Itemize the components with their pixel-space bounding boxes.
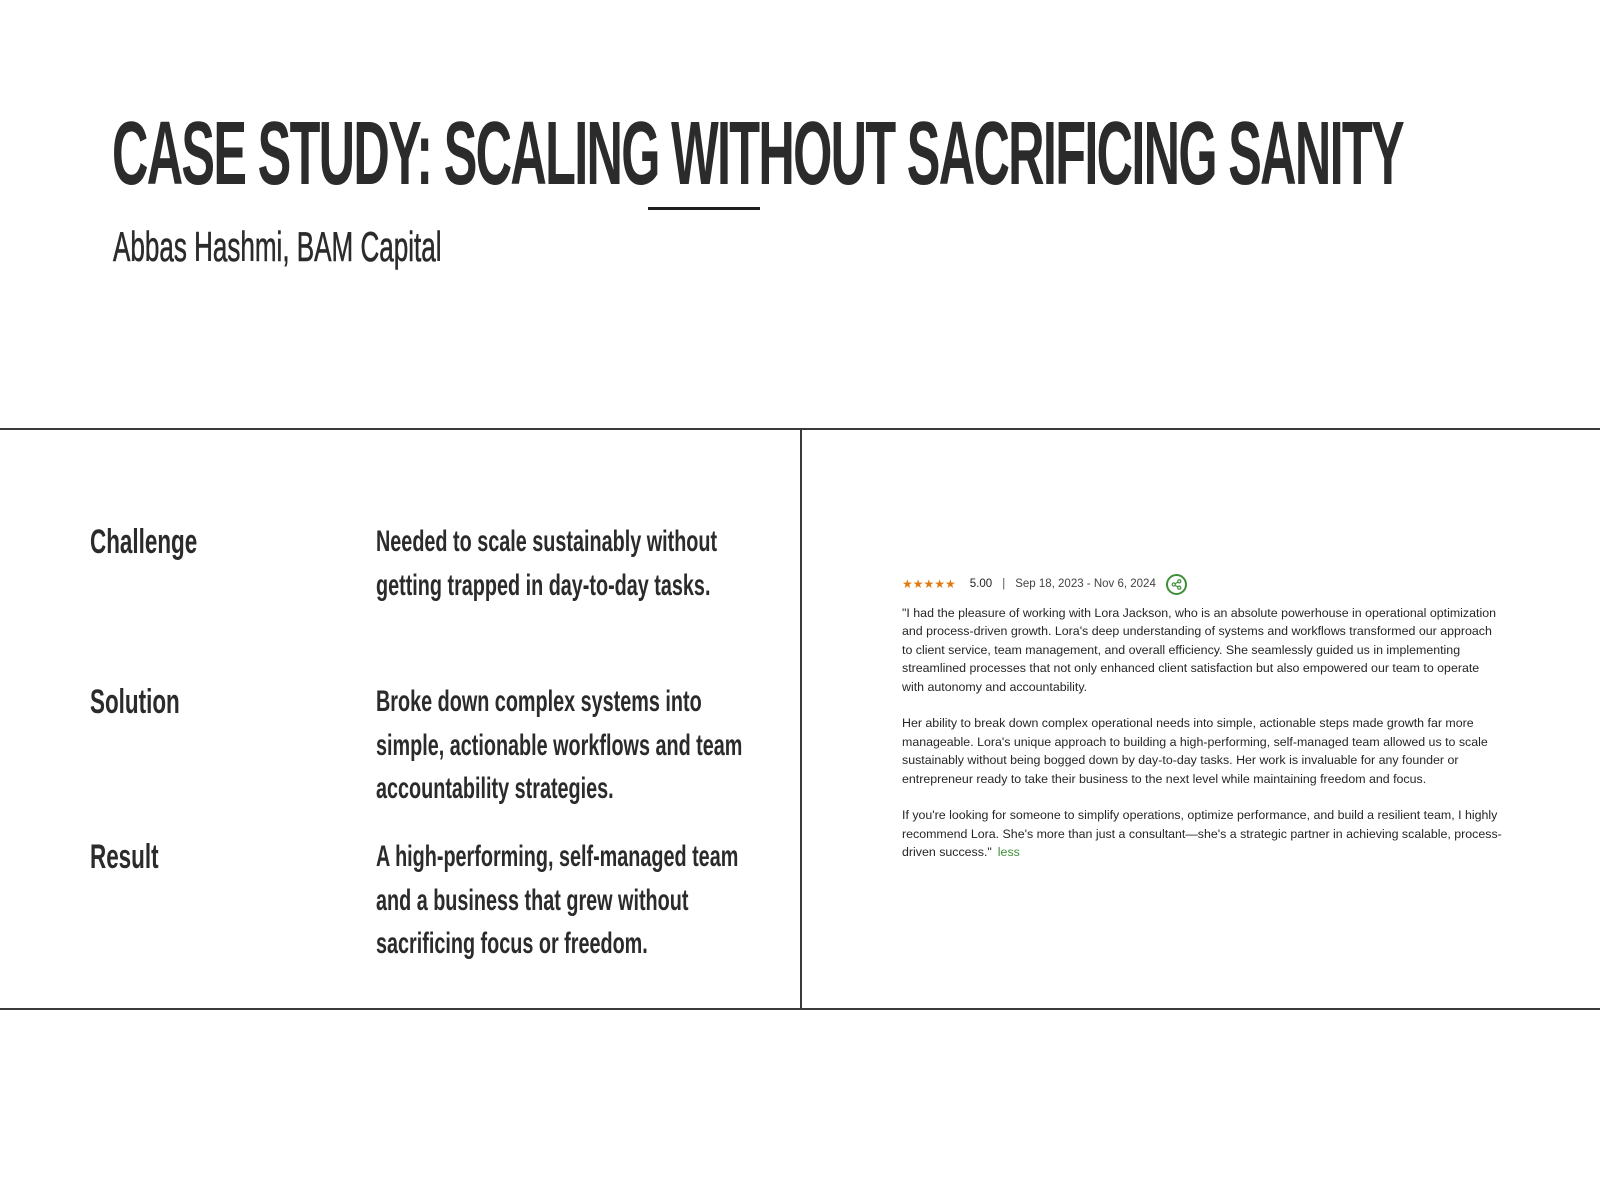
solution-label: Solution [90, 683, 180, 721]
review-text [902, 604, 1502, 862]
review-meta [902, 570, 1502, 598]
meta-separator: | [1002, 578, 1006, 590]
page-subtitle: Abbas Hashmi, BAM Capital [113, 223, 442, 270]
solution-text: Broke down complex systems into simple, actionable workflows and team accountability strategies. [376, 685, 743, 805]
review-paragraph: Her ability to break down complex operational needs into simple, actionable steps made growth far more manageable. Lora's unique approach to building a high-performing, self-managed team allowed us to scale sustainably without being bogged down by day-to-day tasks. Her work is invaluable for any founder or entrepreneur ready to take their business to the next level while maintaining freedom and focus. [902, 716, 1488, 786]
rating-value: 5.00 [969, 578, 993, 590]
page-title: CASE STUDY: SCALING WITHOUT SACRIFICING SANITY [112, 104, 1403, 204]
review-paragraph-last [902, 806, 1502, 861]
challenge-text: Needed to scale sustainably without getting trapped in day-to-day tasks. [376, 525, 718, 602]
result-text: A high-performing, self-managed team and a business that grew without sacrificing focus or freedom. [376, 840, 739, 960]
share-button[interactable] [1166, 574, 1187, 595]
share-icon [1171, 579, 1182, 590]
challenge-label: Challenge [90, 523, 198, 561]
table-column-divider [800, 428, 802, 1010]
star-rating-icons: ★★★★★ [902, 577, 956, 591]
table-bottom-rule [0, 1008, 1600, 1010]
result-label: Result [90, 838, 159, 876]
client-review-card [902, 570, 1502, 880]
show-less-link[interactable]: less [997, 845, 1020, 860]
title-underline [648, 207, 760, 210]
review-paragraph: "I had the pleasure of working with Lora Jackson, who is an absolute powerhouse in operational optimization and process-driven growth. Lora's deep understanding of systems and workflows transformed our approach to client service, team management, and overall efficiency. She seamlessly guided us in implementing streamlined processes that not only enhanced client satisfaction but also empowered our team to operate with autonomy and accountability. [902, 606, 1496, 694]
review-paragraph-text: If you're looking for someone to simplify operations, optimize performance, and build a resilient team, I highly recommend Lora. She's more than just a consultant—she's a strategic partner in achieving scalable, process-driven success." [902, 808, 1502, 860]
engagement-dates: Sep 18, 2023 - Nov 6, 2024 [1015, 578, 1156, 590]
